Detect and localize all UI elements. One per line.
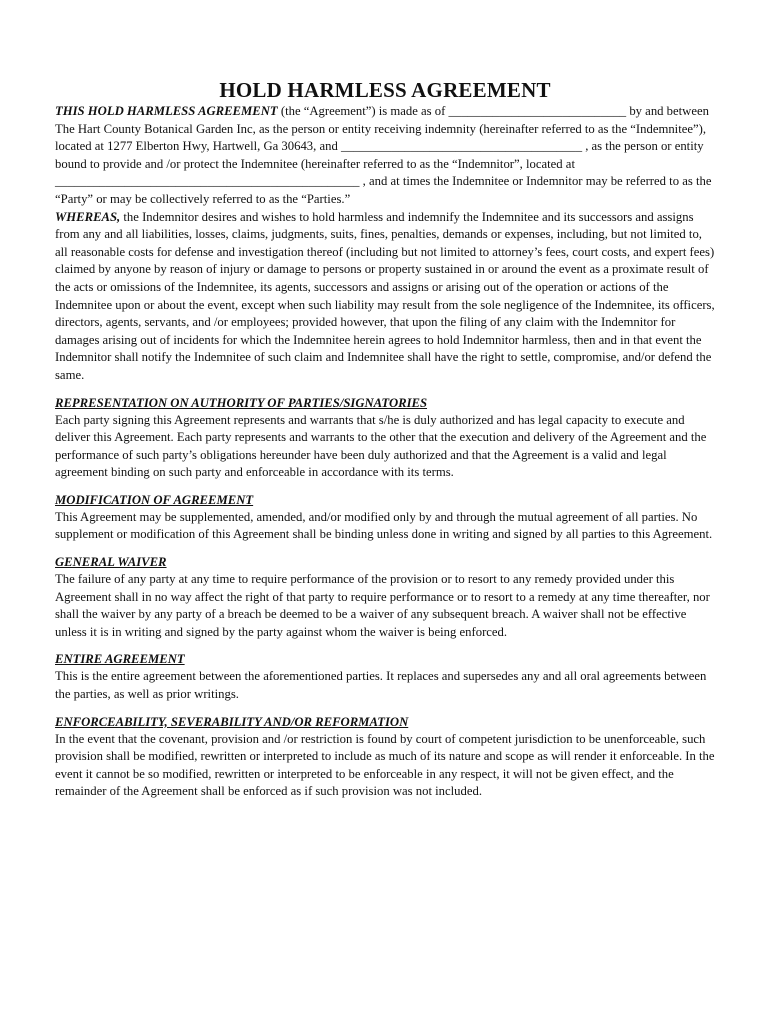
section-body-representation: Each party signing this Agreement represents and warrants that s/he is duly authorized and has legal capacity to execute and deliver this Agreement. Each party represents and warrants to the other that the execution and delivery of the Agreement and the performance of such party’s obligations hereunder have been duly authorized and that the Agreement is a valid and legal agreement binding on such party and enforceable in accordance with its terms. (55, 412, 707, 480)
intro-text: (the “Agreement”) is made as of ____________________________ by and between The Hart County Botanical Garden Inc, as the person or entity receiving indemnity (hereinafter referred to as the “Indemnitee”), located at 1277 Elberton Hwy, Hartwell, Ga 30643, and ______________________________________ , as the person or entity bound to provide and /or protect the Indemnitee (hereinafter referred to as the “Indemnitor”, located at ________________________________________________ , and at times the Indemnitee or Indemnitor may be referred to as the “Party” or may be collectively referred to as the “Parties.” (55, 104, 712, 206)
section-heading-enforceability: ENFORCEABILITY, SEVERABILITY AND/OR REFORMATION (55, 714, 409, 729)
section-heading-representation: REPRESENTATION ON AUTHORITY OF PARTIES/SIGNATORIES (55, 395, 428, 410)
section-heading-modification: MODIFICATION OF AGREEMENT (55, 492, 254, 507)
section-body-entire: This is the entire agreement between the aforementioned parties. It replaces and supersedes any and all oral agreements between the parties, as well as prior writings. (55, 669, 707, 702)
whereas-paragraph (55, 209, 715, 385)
whereas-text: the Indemnitor desires and wishes to hold harmless and indemnify the Indemnitee and its successors and assigns from any and all liabilities, losses, claims, judgments, suits, fines, penalties, demands or expenses, including, but not limited to, all reasonable costs for defense and investigation thereof (including but not limited to attorney’s fees, court costs, and expert fees) claimed by anyone by reason of injury or damage to persons or property sustained in or around the event as a proximate result of the acts or omissions of the Indemnitee, its agents, successors and assigns or arising out of the operation or actions of the Indemnitee upon or about the event, except when such liability may result from the sole negligence of the Indemnitee, its officers, directors, agents, servants, and /or employees; provided however, that upon the filing of any claim with the Indemnitor for damages arising out of incidents for which the Indemnitee herein agrees to hold Indemnitor harmless, then and in that event the Indemnitor shall notify the Indemnitee of such claim and Indemnitee shall have the right to settle, compromise, and/or defend the same. (55, 209, 715, 382)
document-title: HOLD HARMLESS AGREEMENT (219, 78, 551, 102)
section-body-waiver: The failure of any party at any time to require performance of the provision or to resort to any remedy provided under this Agreement shall in no way affect the right of that party to require performance or to resort to a remedy at any time thereafter, nor shall the waiver by any party of a breach be deemed to be a waiver of any subsequent breach. A waiver shall not be effective unless it is in writing and signed by the party against whom the waiver is being enforced. (55, 572, 710, 639)
intro-paragraph (55, 103, 715, 209)
intro-lead: THIS HOLD HARMLESS AGREEMENT (55, 104, 278, 118)
section-body-enforceability: In the event that the covenant, provision and /or restriction is found by court of competent jurisdiction to be unenforceable, such provision shall be modified, rewritten or interpreted to include as much of its nature and scope as will render it enforceable. In the event it cannot be so modified, rewritten or interpreted to be enforceable in any respect, it will not be given effect, and the remainder of the Agreement shall be enforced as if such provision was not included. (55, 731, 715, 799)
section-body-modification: This Agreement may be supplemented, amended, and/or modified only by and through the mutual agreement of all parties. No supplement or modification of this Agreement shall be binding unless done in writing and signed by all parties to this Agreement. (55, 509, 713, 542)
section-heading-entire: ENTIRE AGREEMENT (55, 652, 185, 667)
whereas-lead: WHEREAS, (55, 209, 121, 224)
section-heading-waiver: GENERAL WAIVER (55, 555, 167, 570)
